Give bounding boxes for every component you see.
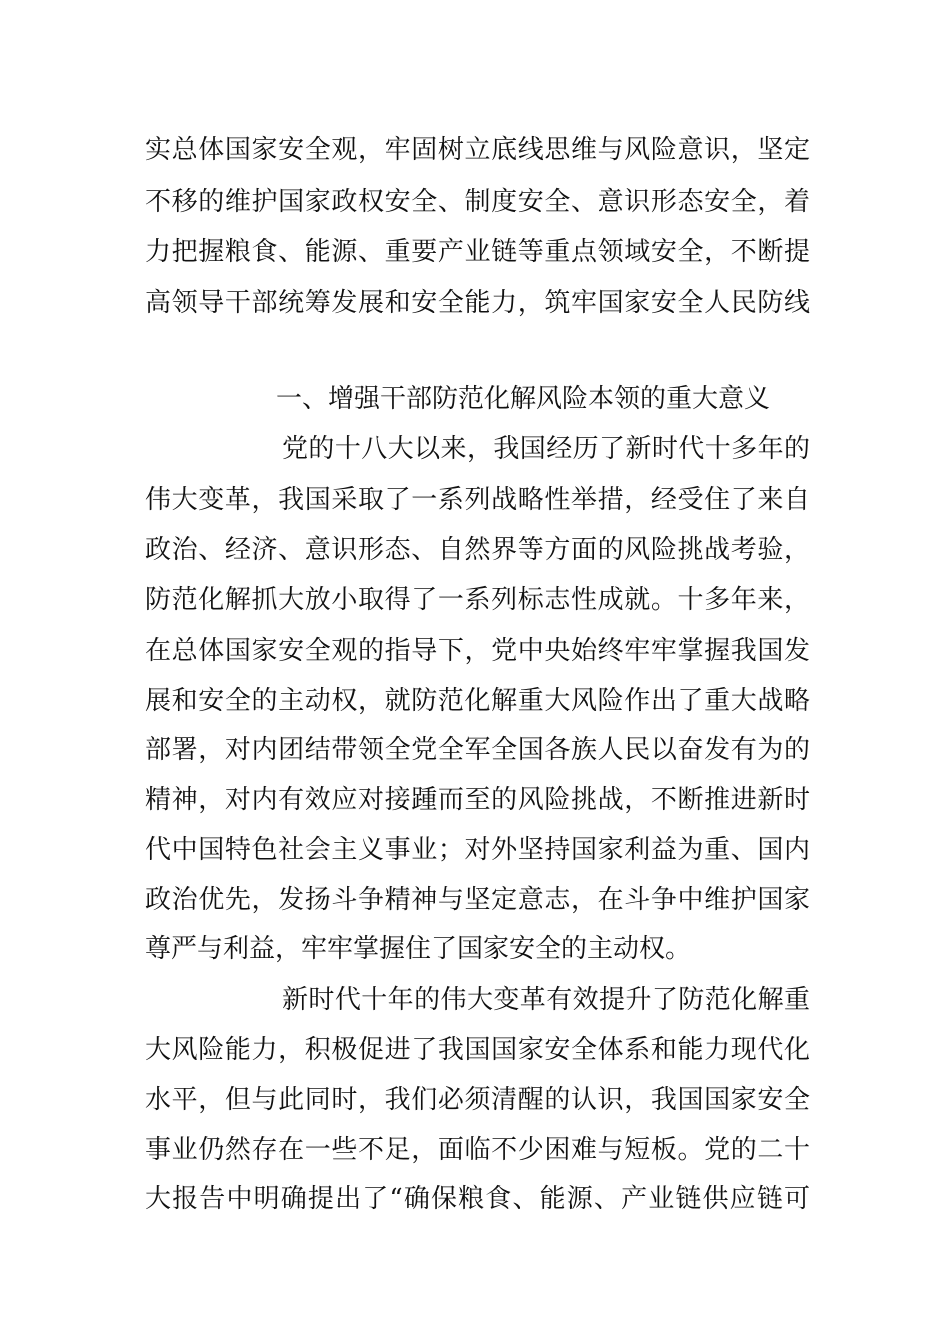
intro-line: 高领导干部统筹发展和安全能力，筑牢国家安全人民防线	[145, 288, 810, 318]
paragraph-line: 事业仍然存在一些不足，面临不少困难与短板。党的二十	[145, 1135, 810, 1165]
paragraph-line: 政治优先，发扬斗争精神与坚定意志，在斗争中维护国家	[145, 885, 810, 915]
paragraph-line: 部署，对内团结带领全党全军全国各族人民以奋发有为的	[145, 735, 810, 765]
section-heading: 一、增强干部防范化解风险本领的重大意义	[276, 384, 771, 414]
paragraph-line: 展和安全的主动权，就防范化解重大风险作出了重大战略	[145, 686, 810, 716]
paragraph-line: 尊严与利益，牢牢掌握住了国家安全的主动权。	[145, 934, 692, 964]
intro-line: 实总体国家安全观，牢固树立底线思维与风险意识，坚定	[145, 135, 810, 165]
paragraph-line: 伟大变革，我国采取了一系列战略性举措，经受住了来自	[145, 485, 810, 515]
paragraph-line: 在总体国家安全观的指导下，党中央始终牢牢掌握我国发	[145, 636, 810, 666]
paragraph-line: 水平，但与此同时，我们必须清醒的认识，我国国家安全	[145, 1085, 810, 1115]
paragraph-line: 政治、经济、意识形态、自然界等方面的风险挑战考验，	[145, 535, 810, 565]
paragraph-line: 大报告中明确提出了“确保粮食、能源、产业链供应链可	[145, 1184, 810, 1214]
paragraph-line: 精神，对内有效应对接踵而至的风险挑战，不断推进新时	[145, 785, 810, 815]
paragraph-line: 防范化解抓大放小取得了一系列标志性成就。十多年来，	[145, 585, 810, 615]
intro-line: 不移的维护国家政权安全、制度安全、意识形态安全，着	[145, 187, 810, 217]
paragraph-line: 代中国特色社会主义事业；对外坚持国家利益为重、国内	[145, 835, 810, 865]
paragraph-line: 党的十八大以来，我国经历了新时代十多年的	[282, 434, 810, 464]
intro-line: 力把握粮食、能源、重要产业链等重点领域安全，不断提	[145, 237, 810, 267]
paragraph-line: 新时代十年的伟大变革有效提升了防范化解重	[282, 985, 810, 1015]
paragraph-line: 大风险能力，积极促进了我国国家安全体系和能力现代化	[145, 1035, 810, 1065]
